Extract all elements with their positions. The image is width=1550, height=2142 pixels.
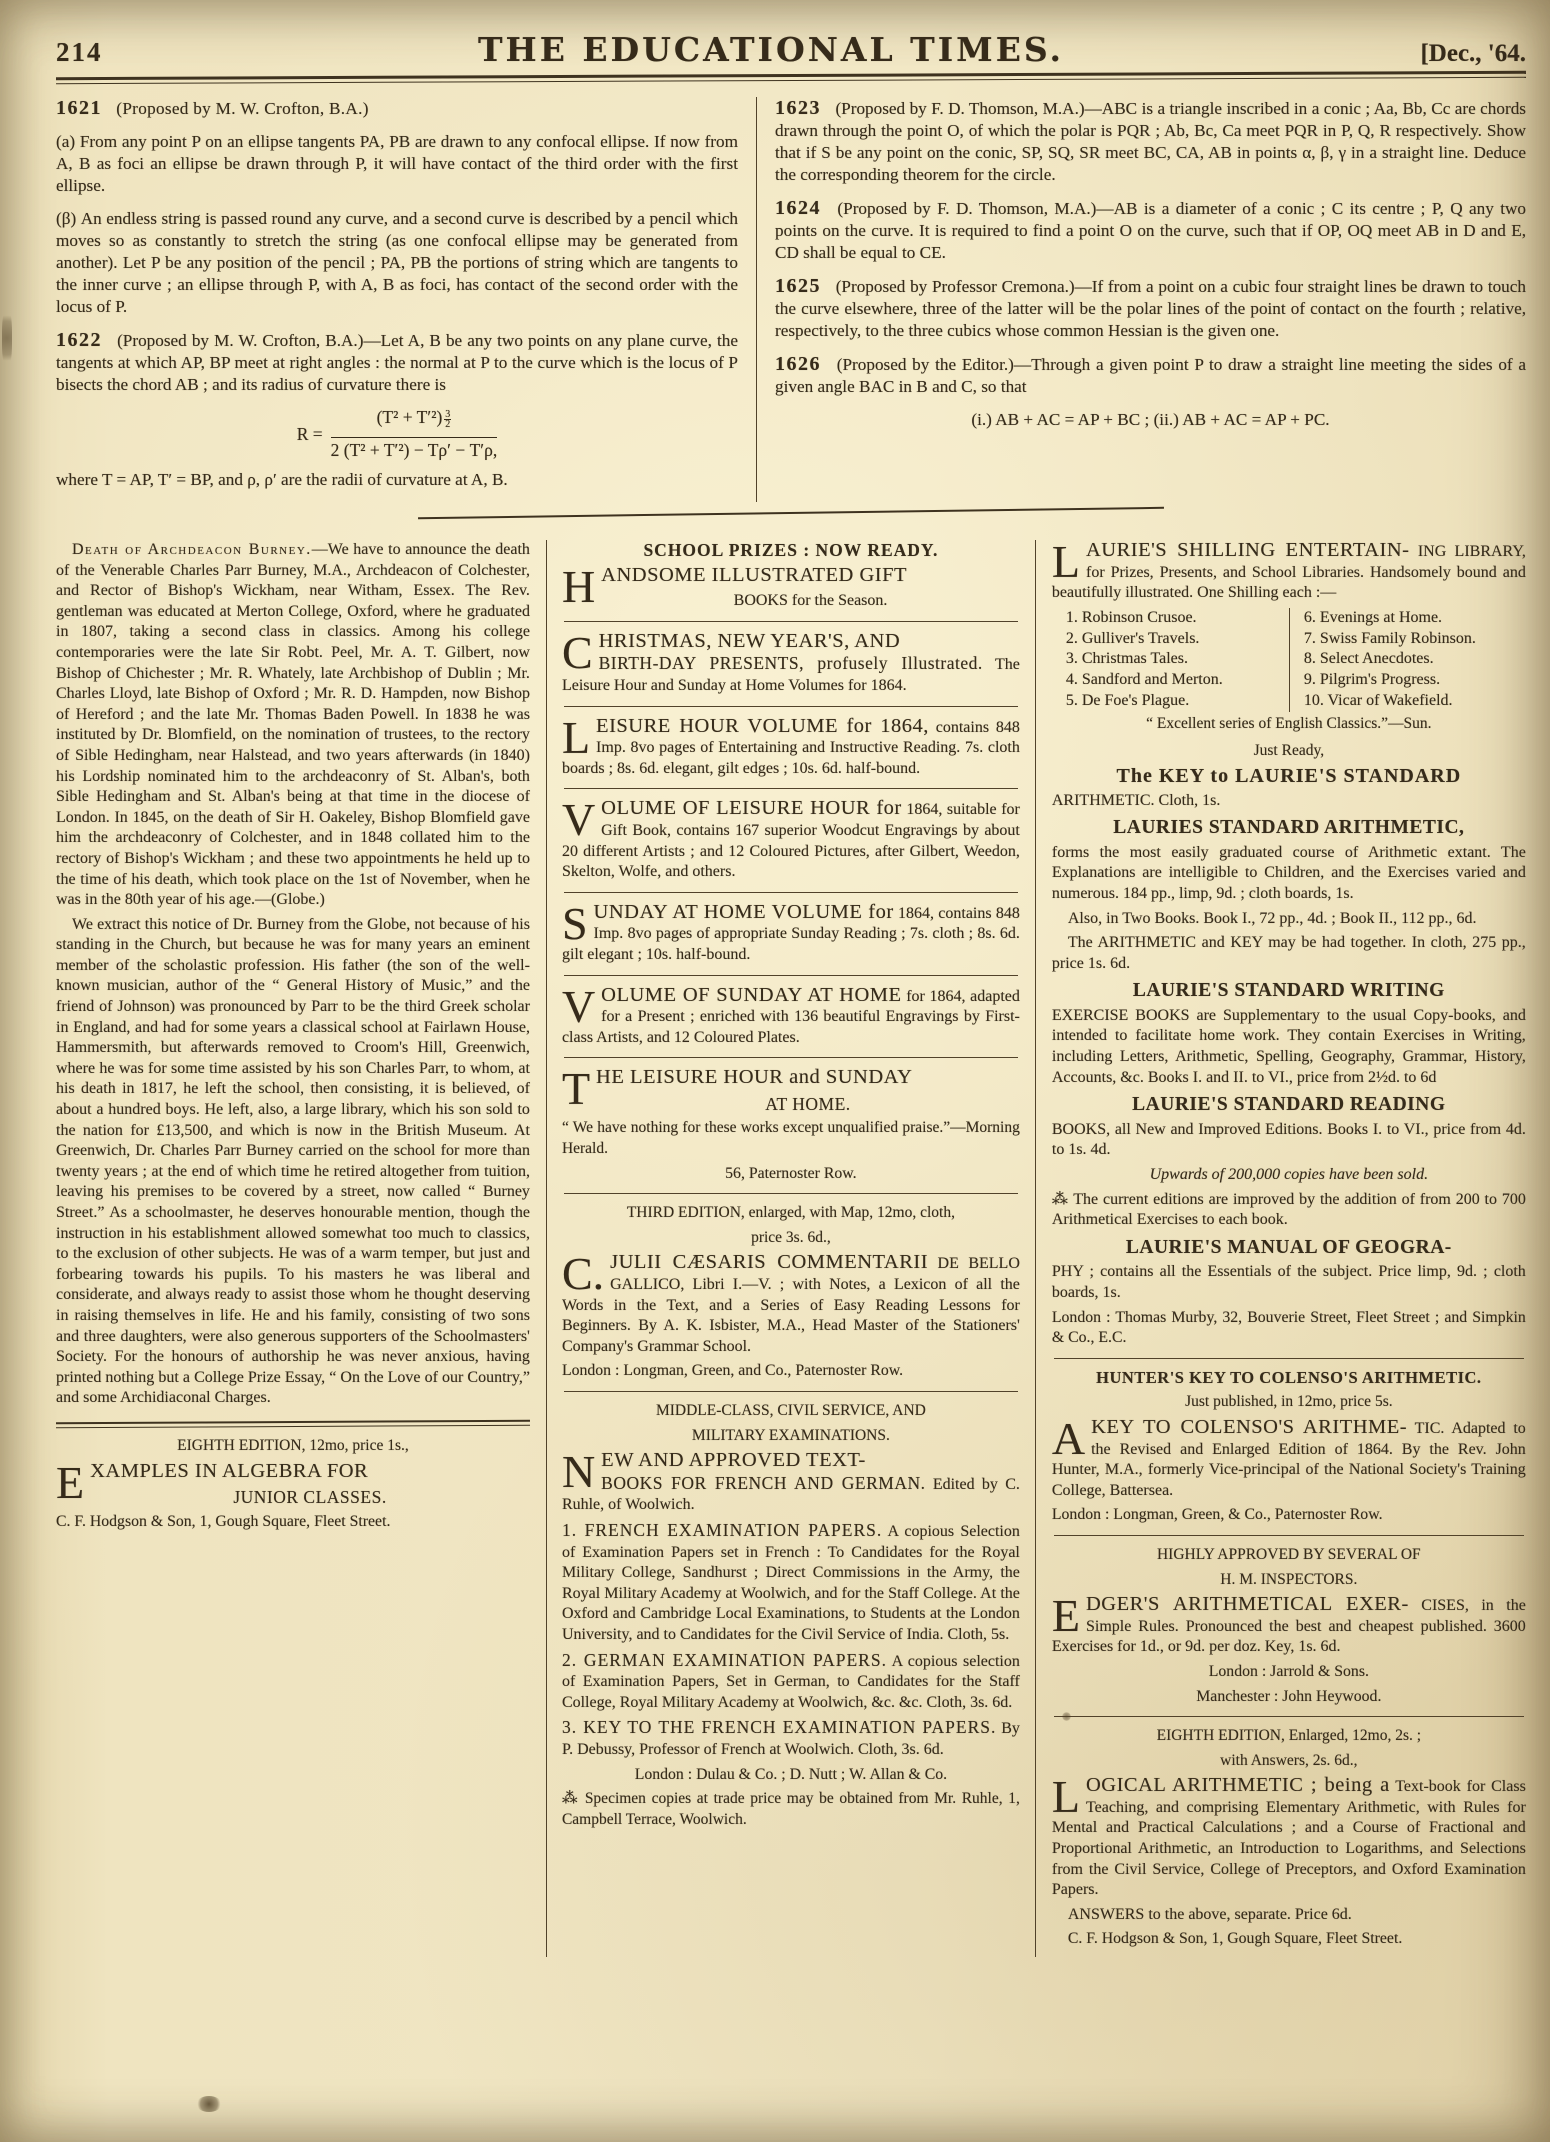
drop-cap: L bbox=[561, 711, 591, 763]
column-middle-ads bbox=[546, 540, 1036, 1957]
rule bbox=[564, 892, 1018, 893]
ad-kicker: EIGHTH EDITION, Enlarged, 12mo, 2s. ; bbox=[1156, 1727, 1422, 1745]
ad-title: OGICAL ARITHMETIC ; being a bbox=[1085, 1774, 1390, 1797]
ad-sunday-at-home-volume bbox=[561, 897, 1020, 966]
ad-text: The ARITHMETIC and KEY may be had together. In cloth, 275 pp., price 1s. 6d. bbox=[1051, 934, 1526, 972]
section-divider-rule bbox=[418, 507, 1164, 519]
problem-1621-para-a: (a) From any point P on an ellipse tangents PA, PB are drawn to any confocal ellipse. If now from A, B as foci an ellipse be drawn through P, it will have contact of the third order with the first ellipse. bbox=[56, 132, 738, 195]
ad-answers-note: ANSWERS to the above, separate. Price 6d. bbox=[1067, 1905, 1352, 1923]
ad-kicker: with Answers, 2s. 6d., bbox=[1220, 1751, 1358, 1769]
ad-imprint: London : Thomas Murby, 32, Bouverie Street, Fleet Street ; and Simpkin & Co., E.C. bbox=[1051, 1308, 1526, 1347]
item-heading: 1. FRENCH EXAMINATION PAPERS. bbox=[561, 1519, 883, 1540]
ad-title: DGER'S ARITHMETICAL EXER- bbox=[1085, 1593, 1409, 1616]
problem-text: (Proposed by Professor Cremona.)—If from a point on a cubic four straight lines be drawn to touch the curve elsewhere, three of the latter will be the polar lines of the point of contact on the fourth ; relative, respectively, to the three cubics whose common Hessian is the given one. bbox=[775, 277, 1526, 340]
ad-title-continuation: BOOKS FOR FRENCH AND GERMAN. bbox=[601, 1472, 926, 1493]
ad-caesar-commentarii bbox=[562, 1203, 1020, 1382]
problem-1622 bbox=[56, 329, 738, 396]
ad-kicker: MILITARY EXAMINATIONS. bbox=[691, 1426, 890, 1444]
ad-kicker: HIGHLY APPROVED BY SEVERAL OF bbox=[1156, 1545, 1421, 1563]
ad-text: The Leisure Hour and Sunday at Home Volumes for 1864. bbox=[561, 656, 1020, 694]
ad-subtitle: AT HOME. bbox=[765, 1093, 851, 1114]
problem-1621-heading bbox=[56, 97, 738, 120]
drop-cap: V bbox=[561, 794, 596, 846]
problem-number: 1622 bbox=[56, 329, 102, 351]
ad-title: UNDAY AT HOME VOLUME for bbox=[593, 900, 894, 923]
ad-handsome-gift-books bbox=[561, 560, 1020, 612]
rule bbox=[564, 1391, 1018, 1392]
ad-heading: HUNTER'S KEY TO COLENSO'S ARITHMETIC. bbox=[1096, 1367, 1482, 1387]
ad-text: PHY ; contains all the Essentials of the subject. Price limp, 9d. ; cloth boards, 1s. bbox=[1051, 1263, 1526, 1302]
ad-body bbox=[561, 897, 1020, 966]
ad-kicker: price 3s. 6d., bbox=[751, 1228, 831, 1246]
ink-blot bbox=[196, 2096, 222, 2112]
drop-cap: N bbox=[561, 1446, 596, 1498]
library-book-list bbox=[1052, 608, 1526, 712]
problems-column-left bbox=[56, 97, 756, 502]
ad-title: The KEY to LAURIE'S STANDARD bbox=[1116, 764, 1462, 787]
list-item: 3. Christmas Tales. bbox=[1065, 650, 1189, 668]
ad-title-continuation: BIRTH-DAY PRESENTS, profusely Illustrated. bbox=[598, 653, 983, 674]
problem-text: (Proposed by M. W. Crofton, B.A.)—Let A, B be any two points on any plane curve, the tangents at which AP, BP meet at right angles : the normal at P to the curve which is the locus of P bisects the chord AB ; and its radius of curvature there is bbox=[56, 331, 739, 394]
library-list-right bbox=[1289, 608, 1526, 712]
ad-heading: LAURIE'S MANUAL OF GEOGRA- bbox=[1125, 1236, 1452, 1258]
drop-cap: L bbox=[1051, 536, 1080, 587]
ad-title: OLUME OF SUNDAY AT HOME bbox=[601, 983, 902, 1006]
issue-date: [Dec., '64. bbox=[1420, 40, 1526, 67]
list-item: 4. Sandford and Merton. bbox=[1065, 671, 1223, 689]
column-right-ads bbox=[1036, 536, 1526, 1957]
ad-imprint: London : Jarrold & Sons. bbox=[1208, 1662, 1369, 1680]
ad-heading: LAURIES STANDARD ARITHMETIC, bbox=[1113, 817, 1465, 839]
problem-1624 bbox=[775, 197, 1526, 264]
ad-lauries-standard-writing bbox=[1052, 981, 1526, 1088]
ad-text: EXERCISE BOOKS are Supplementary to the usual Copy-books, and intended to facilitate home work. They contain Exercises in Writing, including Letters, Arithmetic, Spelling, Geography, Grammar, History, Accounts, &c. Books I. and II. to VI., price from 2½d. to 6d bbox=[1051, 1006, 1526, 1086]
ad-title: JULII CÆSARIS COMMENTARII bbox=[610, 1251, 929, 1274]
ad-review-quote: “ Excellent series of English Classics.”—Sun. bbox=[1146, 714, 1432, 732]
problem-text: (Proposed by the Editor.)—Through a given point P to draw a straight line meeting the sides of a given angle BAC in B and C, so that bbox=[775, 355, 1527, 396]
ad-text: CISES, in the Simple Rules. Pronounced the best and cheapest published. 3600 Exercises for 1d., or 9d. per doz. Key, 1s. 6d. bbox=[1051, 1597, 1526, 1656]
ad-imprint: 56, Paternoster Row. bbox=[725, 1164, 857, 1182]
ad-list-item-german bbox=[562, 1650, 1020, 1714]
problem-number: 1625 bbox=[775, 275, 821, 297]
ad-title: HE LEISURE HOUR and SUNDAY bbox=[596, 1066, 913, 1089]
problem-text: (Proposed by F. D. Thomson, M.A.)—AB is a diameter of a conic ; C its centre ; P, Q any two points on the curve. It is required to find a point O on the curve, such that if OP, OQ meet AB in D and E, CD shall be equal to CE. bbox=[775, 199, 1527, 262]
problem-text: (Proposed by F. D. Thomson, M.A.)—ABC is a triangle inscribed in a conic ; Aa, Bb, Cc are chords drawn through the point O, of which the polar is PQR ; Ab, Bc, Ca meet PQR in P, Q, R respectively. Show that if S be any point on the conic, SP, SQ, SR meet BC, CA, AB in points α, β, γ in a straight line. Deduce the corresponding theorem for the circle. bbox=[775, 99, 1526, 184]
ad-body bbox=[561, 1248, 1020, 1357]
ad-volume-of-sunday-at-home bbox=[561, 980, 1020, 1049]
obituary-paragraph-2: We extract this notice of Dr. Burney from the Globe, not because of his standing in the Church, but because he was for many years an eminent member of the scholastic profession. His father (the son of the well-known musician, author of the “ General History of Music,” and the friend of Johnson) was pronounced by Parr to be the third Greek scholar in England, and had for some years a classical school at Fairlawn House, Hammersmith, but afterwards removed to Croom's Hill, Greenwich, where he was for some time assisted by his son Charles Parr, to whom, at his death in 1817, he left the school, then consisting, it is believed, of about a hundred boys. He left, also, a large library, which his son sold to the nation for £13,500, and which is now in the British Museum. At Greenwich, Dr. Charles Parr Burney carried on the school for more than twenty years ; at the end of which time he retired altogether from tuition, leaving his premises to be covered by a street, now called “ Burney Street.” As a schoolmaster, he deserves honourable mention, though the instruction in his establishment allowed somewhat too much to classics, to the exclusion of other subjects. He was of a warm temper, but just and forbearing towards his pupils. To his masters he was liberal and considerate, and always ready to assist those whom he thought deserving in raising themselves in life. He and his family, consisting of two sons and three daughters, were also generous supporters of the Schoolmasters' Society. For the honours of authorship he was never anxious, having printed nothing but a College Prize Essay, “ On the Love of our Country,” and some Archidiaconal Charges. bbox=[56, 915, 530, 1407]
ad-imprint: London : Longman, Green, and Co., Paternoster Row. bbox=[561, 1362, 904, 1380]
publication-title: THE EDUCATIONAL TIMES. bbox=[477, 30, 1064, 69]
ad-imprint: London : Dulau & Co. ; D. Nutt ; W. Allan & Co. bbox=[634, 1765, 948, 1783]
ad-body bbox=[561, 626, 1020, 697]
ad-lauries-shilling-library bbox=[1051, 536, 1526, 734]
ad-lauries-manual-of-geography bbox=[1052, 1238, 1526, 1349]
item-text: A copious Selection of Examination Papers set in French : To Candidates for the Royal Military College, Sandhurst ; Direct Commissions in the Army, the Royal Military Academy at Woolwich, and for the Staff College. At the Oxford and Cambridge Local Examinations, to Students at the London University, and to Candidates for the Civil Service of India. Cloth, 5s. bbox=[561, 1522, 1020, 1643]
ad-list-item-key bbox=[562, 1717, 1020, 1760]
rule bbox=[564, 1193, 1018, 1194]
problem-1622-outro: where T = AP, T′ = BP, and ρ, ρ′ are the radii of curvature at A, B. bbox=[56, 470, 508, 489]
rule bbox=[564, 1057, 1018, 1058]
item-heading: 2. GERMAN EXAMINATION PAPERS. bbox=[561, 1649, 887, 1670]
drop-cap: L bbox=[1051, 1771, 1080, 1823]
exponent-top: 3 bbox=[445, 409, 451, 420]
numerator-base: (T² + T′²) bbox=[376, 407, 443, 427]
ad-imprint: Manchester : John Heywood. bbox=[1196, 1687, 1382, 1705]
rule bbox=[1054, 1716, 1524, 1717]
list-item: 10. Vicar of Wakefield. bbox=[1303, 691, 1453, 709]
problem-1626 bbox=[775, 353, 1526, 398]
ad-text: DE BELLO GALLICO, Libri I.—V. ; with Notes, a Lexicon of all the Words in the Text, and a Series of Easy Reading Lessons for Beginners. By A. K. Isbister, M.A., Head Master of the Stationers' Company's Grammar School. bbox=[561, 1255, 1020, 1355]
ad-kicker: THIRD EDITION, enlarged, with Map, 12mo, cloth, bbox=[626, 1204, 955, 1222]
rule bbox=[564, 706, 1018, 707]
item-text: A copious selection of Examination Papers, Set in German, to Candidates for the Staff College, Royal Military Academy at Woolwich, &c. &c. Cloth, 3s. 6d. bbox=[561, 1652, 1020, 1711]
ad-list-item-french bbox=[562, 1520, 1020, 1646]
ad-christmas-presents bbox=[561, 626, 1020, 697]
ad-kicker: EIGHTH EDITION, 12mo, price 1s., bbox=[177, 1436, 409, 1454]
ad-text: TIC. Adapted to the Revised and Enlarged Edition of 1864. By the Rev. John Hunter, M.A., formerly Vice-principal of the National Society's Training College, Battersea. bbox=[1051, 1419, 1526, 1499]
ad-body bbox=[1051, 1412, 1526, 1501]
advertisement-columns bbox=[56, 536, 1526, 1957]
problems-column-right bbox=[756, 97, 1526, 502]
drop-cap: S bbox=[561, 897, 588, 949]
problem-number: 1623 bbox=[775, 97, 821, 119]
problem-proposer: (Proposed by M. W. Crofton, B.A.) bbox=[116, 99, 369, 118]
ad-lauries-standard-reading bbox=[1052, 1095, 1526, 1231]
list-item: 2. Gulliver's Travels. bbox=[1065, 629, 1200, 647]
ad-title: OLUME OF LEISURE HOUR for bbox=[601, 797, 902, 820]
rule bbox=[1054, 1535, 1524, 1536]
ad-edgers-arithmetical-exercises bbox=[1052, 1545, 1526, 1707]
list-item: 9. Pilgrim's Progress. bbox=[1303, 671, 1441, 689]
ad-examination-textbooks bbox=[562, 1401, 1020, 1830]
ad-body bbox=[1051, 1771, 1526, 1901]
exponent-three-halves bbox=[444, 410, 451, 429]
drop-cap: H bbox=[561, 560, 596, 612]
double-rule bbox=[56, 1420, 530, 1428]
ad-title: AURIE'S SHILLING ENTERTAIN- bbox=[1085, 539, 1410, 561]
formula-1622 bbox=[56, 407, 738, 461]
ad-title: ANDSOME ILLUSTRATED GIFT bbox=[601, 563, 907, 586]
fraction-denominator: 2 (T² + T′²) − Tρ′ − T′ρ, bbox=[330, 440, 498, 460]
ad-sold-note: Upwards of 200,000 copies have been sold. bbox=[1149, 1166, 1429, 1184]
ad-text: Edited by C. Ruhle, of Woolwich. bbox=[561, 1475, 1020, 1514]
ad-text: ING LIBRARY, for Prizes, Presents, and School Libraries. Handsomely bound and beautifully illustrated. One Shilling each :— bbox=[1051, 543, 1526, 602]
ad-examples-in-algebra bbox=[56, 1436, 530, 1532]
drop-cap: T bbox=[561, 1063, 591, 1115]
list-item: 7. Swiss Family Robinson. bbox=[1303, 629, 1476, 647]
list-item: 6. Evenings at Home. bbox=[1303, 608, 1443, 626]
rule bbox=[1054, 1358, 1524, 1359]
page-number: 214 bbox=[56, 37, 103, 67]
masthead bbox=[56, 30, 1526, 69]
ad-key-to-colensos-arithmetic bbox=[1052, 1368, 1526, 1526]
ad-review-quote: “ We have nothing for these works except unqualified praise.”—Morning Herald. bbox=[561, 1119, 1020, 1158]
ad-text: Text-book for Class Teaching, and comprising Elementary Arithmetic, with Rules for Mental and Practical Calculations ; and a Course of Fractional and Proportional Arithmetic, an Introduction to Logarithms, and Selections from the Civil Service, College of Preceptors, and Oxford Examination Papers. bbox=[1051, 1778, 1526, 1899]
ad-logical-arithmetic bbox=[1052, 1726, 1526, 1950]
problem-1625 bbox=[775, 275, 1526, 342]
ad-text: BOOKS, all New and Improved Editions. Books I. to VI., price from 4d. to 1s. 4d. bbox=[1051, 1120, 1526, 1159]
ad-note: ⁂ The current editions are improved by the addition of from 200 to 700 Arithmetical Exercises to each book. bbox=[1051, 1190, 1526, 1229]
list-item: 8. Select Anecdotes. bbox=[1303, 650, 1434, 668]
problems-section bbox=[56, 81, 1526, 506]
problem-1623 bbox=[775, 97, 1526, 186]
ad-kicker: H. M. INSPECTORS. bbox=[1220, 1570, 1358, 1588]
ad-text: Also, in Two Books. Book I., 72 pp., 4d. ; Book II., 112 pp., 6d. bbox=[1067, 909, 1477, 927]
ad-text: ARITHMETIC. Cloth, 1s. bbox=[1051, 791, 1221, 809]
ad-imprint: London : Longman, Green, & Co., Paternoster Row. bbox=[1051, 1506, 1383, 1524]
ad-subtitle: JUNIOR CLASSES. bbox=[233, 1487, 387, 1508]
drop-cap: A bbox=[1051, 1412, 1086, 1464]
ad-text: 1864, suitable for Gift Book, contains 167 superior Woodcut Engravings by about 20 different Artists ; and 12 Coloured Pictures, after Gilbert, Weedon, Skelton, Wolfe, and others. bbox=[561, 801, 1020, 881]
formula-lhs: R = bbox=[296, 423, 323, 444]
ink-blot bbox=[2, 308, 12, 368]
problem-number: 1621 bbox=[56, 97, 102, 119]
ad-imprint: C. F. Hodgson & Son, 1, Gough Square, Fleet Street. bbox=[56, 1512, 391, 1530]
obituary-lead: Death of Archdeacon Burney. bbox=[72, 541, 312, 558]
ad-body bbox=[561, 1446, 1020, 1516]
ad-heading: LAURIE'S STANDARD WRITING bbox=[1132, 980, 1445, 1002]
ad-text: contains 848 Imp. 8vo pages of Entertaining and Instructive Reading. 7s. cloth boards ; 8s. 6d. elegant, gilt edges ; 10s. 6d. half-bound. bbox=[561, 718, 1020, 777]
ad-leisure-hour-volume bbox=[561, 711, 1020, 780]
ad-lauries-standard-arithmetic bbox=[1052, 818, 1526, 974]
problem-1621-para-b: (β) An endless string is passed round any curve, and a second curve is described by a pencil which moves so as constantly to stretch the string (as one confocal ellipse may be generated from another). Let P be any position of the pencil ; PA, PB the portions of string which are tangents to the inner curve ; an ellipse through P, with A, B as foci, has contact of the second order with the locus of P. bbox=[56, 209, 738, 316]
list-item: 1. Robinson Crusoe. bbox=[1065, 608, 1197, 626]
ad-title: XAMPLES IN ALGEBRA FOR bbox=[90, 1459, 369, 1482]
column-obituary bbox=[56, 540, 546, 1957]
fraction bbox=[331, 407, 498, 461]
rule bbox=[564, 621, 1018, 622]
ad-text: for 1864, adapted for a Present ; enriched with 136 beautiful Engravings by First-class Artists, and 12 Coloured Plates. bbox=[561, 987, 1020, 1046]
rule bbox=[564, 975, 1018, 976]
ad-body bbox=[561, 711, 1020, 780]
problem-number: 1624 bbox=[775, 197, 821, 219]
obituary-paragraph-1 bbox=[56, 540, 530, 911]
drop-cap: E bbox=[56, 1456, 85, 1508]
ink-blot bbox=[1062, 1712, 1071, 1721]
ad-body bbox=[561, 794, 1020, 882]
ad-kicker: MIDDLE-CLASS, CIVIL SERVICE, AND bbox=[655, 1402, 926, 1419]
ad-title: KEY TO COLENSO'S ARITHME- bbox=[1091, 1415, 1408, 1438]
drop-cap: C bbox=[561, 626, 593, 678]
drop-cap: V bbox=[561, 980, 596, 1032]
ad-heading: LAURIE'S STANDARD READING bbox=[1132, 1094, 1446, 1116]
item-heading: 3. KEY TO THE FRENCH EXAMINATION PAPERS. bbox=[561, 1717, 997, 1738]
ad-text: 1864, contains 848 Imp. 8vo pages of appropriate Sunday Reading ; 7s. cloth ; 8s. 6d. gilt elegant ; 10s. half-bound. bbox=[561, 904, 1020, 963]
drop-cap: C. bbox=[561, 1248, 605, 1300]
problem-1626-equations: (i.) AB + AC = AP + BC ; (ii.) AB + AC = AP + PC. bbox=[971, 410, 1330, 429]
ad-kicker: Just Ready, bbox=[1253, 742, 1325, 760]
problem-number: 1626 bbox=[775, 353, 821, 375]
fraction-numerator bbox=[331, 407, 498, 438]
drop-cap: E bbox=[1051, 1590, 1080, 1642]
ad-imprint: C. F. Hodgson & Son, 1, Gough Square, Fleet Street. bbox=[1067, 1930, 1403, 1948]
rule bbox=[564, 788, 1018, 789]
ad-body bbox=[1051, 536, 1526, 604]
ad-body bbox=[561, 980, 1020, 1049]
obituary-text: —We have to announce the death of the Venerable Charles Parr Burney, M.A., Archdeacon of Colchester, and Rector of Bishop's Wickham, near Witham, Essex. The Rev. gentleman was educated at Merton College, Oxford, where he graduated in 1807, taking a second class in classics. Among his college contemporaries were the late Sir Robt. Peel, Mr. A. T. Gilbert, now Bishop of Chichester ; Mr. R. Whately, late Archbishop of Dublin ; Mr. Charles Lloyd, late Bishop of Oxford ; Mr. R. D. Hampden, now Bishop of Hereford ; and the late Mr. Thomas Baden Powell. In 1838 he was instituted by Dr. Blomfield, on the nomination of trustees, to the rectory of Sible Hedingham, near Halstead, and two years afterwards (in 1840) his Lordship nominated him to the archdeaconry of St. Alban's, both Sible Hedingham and St. Alban's being at that time in the diocese of London. In 1845, on the death of Sir H. Oakeley, Bishop Blomfield gave him the archdeaconry of Colchester, and in 1848 collated him to the rectory of Bishop's Wickham ; and these two appointments he held up to the time of his death, which took place on the 1st of November, when he was in the 80th year of his age.—(Globe.) bbox=[56, 541, 530, 909]
ad-kicker: Just published, in 12mo, price 5s. bbox=[1185, 1393, 1393, 1411]
list-item: 5. De Foe's Plague. bbox=[1065, 691, 1190, 709]
ad-title: HRISTMAS, NEW YEAR'S, AND bbox=[598, 629, 901, 652]
ad-key-to-lauries-arithmetic bbox=[1052, 741, 1526, 811]
library-list-left bbox=[1052, 608, 1289, 712]
ad-text: forms the most easily graduated course of Arithmetic extant. The Explanations are intelligible to Children, and the Exercises varied and numerous. 184 pp., limp, 9d. ; cloth boards, 1s. bbox=[1051, 843, 1526, 902]
ad-note: ⁂ Specimen copies at trade price may be obtained from Mr. Ruhle, 1, Campbell Terrace, Woolwich. bbox=[561, 1790, 1020, 1828]
ad-body bbox=[1051, 1590, 1526, 1658]
ad-title: EW AND APPROVED TEXT- bbox=[601, 1449, 866, 1472]
ad-title: EISURE HOUR VOLUME for 1864, bbox=[596, 714, 929, 737]
school-prizes-kicker: SCHOOL PRIZES : NOW READY. bbox=[643, 540, 939, 560]
ad-leisure-hour-and-sunday bbox=[561, 1063, 1020, 1184]
exponent-bottom: 2 bbox=[445, 419, 451, 430]
ad-subtitle: BOOKS for the Season. bbox=[733, 592, 888, 610]
item-text: By P. Debussy, Professor of French at Woolwich. Cloth, 3s. 6d. bbox=[561, 1720, 1020, 1758]
ad-volume-of-leisure-hour bbox=[561, 794, 1020, 882]
